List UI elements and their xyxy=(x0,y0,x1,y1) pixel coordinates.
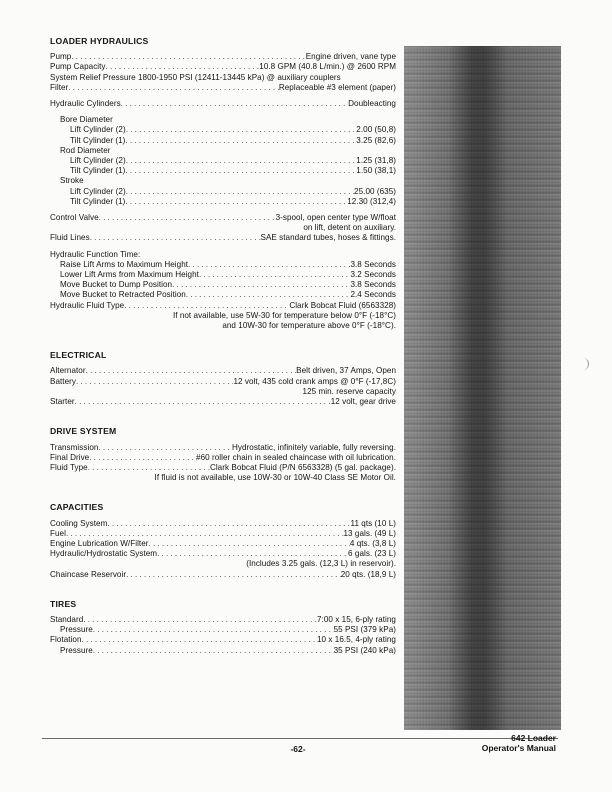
spec-row-transmission xyxy=(50,443,396,453)
spec-row-lower xyxy=(50,270,396,280)
spec-value: Doubleacting xyxy=(348,99,396,109)
spec-value: 25.00 (635) xyxy=(354,186,396,196)
spec-label: Fluid Type xyxy=(50,462,88,472)
dot-leader xyxy=(106,62,260,72)
spec-value: Engine driven, vane type xyxy=(305,52,396,62)
spec-label: Move Bucket to Retracted Position xyxy=(60,290,186,300)
footer-model: 642 Loader xyxy=(511,733,556,743)
spec-label: Engine Lubrication W/Filter xyxy=(50,538,149,548)
spec-label: Tilt Cylinder (1) xyxy=(70,135,126,145)
spec-value: Hydrostatic, infinitely variable, fully reversing. xyxy=(232,442,396,452)
spec-value: 12 volt, gear drive xyxy=(330,397,396,407)
spec-row-alternator xyxy=(50,366,396,376)
spec-value: Replaceable #3 element (paper) xyxy=(278,82,396,92)
spec-label: Tilt Cylinder (1) xyxy=(70,196,126,206)
dot-leader xyxy=(186,290,351,300)
spec-label: Pump Capacity xyxy=(50,62,106,72)
spec-value: Clark Bobcat Fluid (P/N 6563328) (5 gal. package). xyxy=(209,462,396,472)
spec-row-starter xyxy=(50,397,396,407)
spec-label: Pump xyxy=(50,52,72,62)
spec-row-hydraulic-cylinders xyxy=(50,99,396,109)
spec-label: Transmission xyxy=(50,442,99,452)
dot-leader xyxy=(107,519,350,529)
spec-value: 3.25 (82,6) xyxy=(356,135,396,145)
section-heading-drive-system: DRIVE SYSTEM xyxy=(50,426,117,437)
spec-value: 6 gals. (23 L) xyxy=(348,549,396,559)
dot-leader xyxy=(82,635,318,645)
dot-leader xyxy=(124,301,289,311)
spec-row-rod-lift xyxy=(50,156,396,166)
spec-continuation: 125 min. reserve capacity xyxy=(302,386,396,396)
dot-leader xyxy=(99,213,276,223)
dot-leader xyxy=(125,197,347,207)
margin-mark xyxy=(582,358,589,370)
spec-row-dump xyxy=(50,280,396,290)
dot-leader xyxy=(90,233,261,243)
section-heading-loader-hydraulics: LOADER HYDRAULICS xyxy=(50,36,149,46)
spec-row-flotation-tire xyxy=(50,635,396,645)
spec-label: Chaincase Reservoir xyxy=(50,569,127,579)
spec-label: Final Drive xyxy=(50,452,90,462)
spec-label: Raise Lift Arms to Maximum Height xyxy=(60,259,189,269)
spec-label: Flotation xyxy=(50,635,82,645)
spec-value: 10.8 GPM (40.8 L/min.) @ 2600 RPM xyxy=(259,62,396,72)
spec-value: 3-spool, open center type W/float xyxy=(275,213,396,223)
spec-row-final-drive xyxy=(50,453,396,463)
spec-row-raise xyxy=(50,260,396,270)
spec-value: Clark Bobcat Fluid (6563328) xyxy=(289,300,396,310)
dot-leader xyxy=(98,443,232,453)
dot-leader xyxy=(83,615,317,625)
dot-leader xyxy=(66,529,344,539)
spec-value: 1.50 (38,1) xyxy=(356,166,396,176)
specifications-content xyxy=(50,36,396,656)
spec-value: 2.00 (50,8) xyxy=(356,125,396,135)
dot-leader xyxy=(121,99,348,109)
spec-value: 7:00 x 15, 6-ply rating xyxy=(317,614,396,624)
dot-leader xyxy=(172,280,350,290)
spec-row-standard-pressure xyxy=(50,625,396,635)
spec-row-stroke-tilt xyxy=(50,197,396,207)
spec-label: Control Valve xyxy=(50,213,99,223)
dot-leader xyxy=(188,260,350,270)
section-heading-tires: TIRES xyxy=(50,598,77,609)
dot-leader xyxy=(126,156,357,166)
spec-label: Cooling System xyxy=(50,518,108,528)
spec-label: Alternator xyxy=(50,366,86,376)
spec-value: 12.30 (312,4) xyxy=(347,196,396,206)
dot-leader xyxy=(71,52,305,62)
spec-value: 12 volt, 435 cold crank amps @ 0°F (-17,8C) xyxy=(233,376,396,386)
spec-row-hydraulic-fluid xyxy=(50,301,396,311)
spec-row-control-valve xyxy=(50,213,396,223)
spec-row-hydraulic-hydrostatic xyxy=(50,549,396,559)
spec-value: 35 PSI (240 kPa) xyxy=(333,645,396,655)
spec-value: #60 roller chain in sealed chaincase with oil lubrication. xyxy=(196,452,396,462)
spec-label: Lift Cylinder (2) xyxy=(70,156,126,166)
spec-row-flotation-pressure xyxy=(50,646,396,656)
page-number: -62- xyxy=(290,744,306,754)
spec-label: Battery xyxy=(50,376,76,386)
dot-leader xyxy=(157,549,348,559)
spec-label: Pressure xyxy=(60,625,93,635)
spec-label: Lower Lift Arms from Maximum Height xyxy=(60,270,199,280)
spec-label: Hydraulic/Hydrostatic System xyxy=(50,549,158,559)
subheading-rod-diameter: Rod Diameter xyxy=(60,145,111,155)
spec-row-battery xyxy=(50,377,396,387)
spec-label: Fuel xyxy=(50,528,66,538)
footer-title xyxy=(452,733,556,753)
dot-leader xyxy=(126,125,357,135)
dot-leader xyxy=(75,397,331,407)
spec-continuation: on lift, detent on auxiliary. xyxy=(303,223,396,233)
spec-label: Lift Cylinder (2) xyxy=(70,125,126,135)
spec-value: 3.8 Seconds xyxy=(350,259,396,269)
spec-value: 3.2 Seconds xyxy=(350,270,396,280)
spec-label: Starter xyxy=(50,397,75,407)
spec-row-rod-tilt xyxy=(50,166,396,176)
spec-continuation: If fluid is not available, use 10W-30 or 10W-40 Class SE Motor Oil. xyxy=(154,473,396,483)
spec-row-chaincase-reservoir xyxy=(50,570,396,580)
spec-value: 4 qts. (3,8 L) xyxy=(349,538,396,548)
spec-row-stroke-lift xyxy=(50,187,396,197)
dot-leader xyxy=(93,625,334,635)
spec-row-standard-tire xyxy=(50,615,396,625)
spec-row-pump-capacity xyxy=(50,62,396,72)
dot-leader xyxy=(86,366,297,376)
spec-value: 1.25 (31,8) xyxy=(356,156,396,166)
spec-line-relief-pressure: System Relief Pressure 1800-1950 PSI (12411-13445 kPa) @ auxiliary couplers xyxy=(50,72,341,82)
dot-leader xyxy=(125,136,356,146)
dot-leader xyxy=(76,377,233,387)
spec-value: 2.4 Seconds xyxy=(350,290,396,300)
spec-label: Tilt Cylinder (1) xyxy=(70,166,126,176)
subheading-stroke: Stroke xyxy=(60,176,84,186)
spec-row-fluid-type xyxy=(50,463,396,473)
section-heading-electrical: ELECTRICAL xyxy=(50,350,107,361)
spec-row-cooling-system xyxy=(50,519,396,529)
spec-value: 20 qts. (18,9 L) xyxy=(340,569,396,579)
footer-manual: Operator's Manual xyxy=(481,743,556,753)
spec-value: 3.8 Seconds xyxy=(350,280,396,290)
spec-label: Lift Cylinder (2) xyxy=(70,186,126,196)
spec-continuation: (Includes 3.25 gals. (12,3 L) in reservoir). xyxy=(246,559,396,569)
spec-value: 13 gals. (49 L) xyxy=(343,528,396,538)
spec-row-filter xyxy=(50,83,396,93)
scanned-strip-shadow xyxy=(448,46,508,730)
spec-label: Pressure xyxy=(60,645,93,655)
dot-leader xyxy=(126,570,341,580)
spec-label: Fluid Lines xyxy=(50,233,90,243)
spec-continuation: and 10W-30 for temperature above 0°F (-18°C). xyxy=(222,321,396,331)
spec-label: Move Bucket to Dump Position xyxy=(60,280,173,290)
spec-row-fluid-lines xyxy=(50,233,396,243)
section-heading-capacities: CAPACITIES xyxy=(50,502,104,513)
spec-value: 10 x 16.5, 4-ply rating xyxy=(317,635,396,645)
spec-label: Hydraulic Cylinders xyxy=(50,99,121,109)
dot-leader xyxy=(199,270,351,280)
spec-row-engine-lubrication xyxy=(50,539,396,549)
dot-leader xyxy=(89,453,196,463)
spec-row-bore-tilt xyxy=(50,136,396,146)
dot-leader xyxy=(88,463,210,473)
spec-row-fuel xyxy=(50,529,396,539)
dot-leader xyxy=(126,187,354,197)
subheading-hydraulic-function-time: Hydraulic Function Time: xyxy=(50,249,141,259)
dot-leader xyxy=(68,83,279,93)
spec-value: SAE standard tubes, hoses & fittings. xyxy=(260,233,396,243)
subheading-bore-diameter: Bore Diameter xyxy=(60,115,113,125)
dot-leader xyxy=(125,166,356,176)
spec-row-retract xyxy=(50,290,396,300)
spec-label: Hydraulic Fluid Type xyxy=(50,300,125,310)
spec-label: Filter xyxy=(50,82,69,92)
spec-row-bore-lift xyxy=(50,125,396,135)
spec-value: Belt driven, 37 Amps, Open xyxy=(296,366,396,376)
spec-label: Standard xyxy=(50,614,84,624)
spec-value: 11 qts (10 L) xyxy=(350,518,396,528)
dot-leader xyxy=(93,646,334,656)
spec-value: 55 PSI (379 kPa) xyxy=(333,625,396,635)
dot-leader xyxy=(149,539,350,549)
spec-continuation: If not available, use 5W-30 for temperature below 0°F (-18°C) xyxy=(172,310,396,320)
spec-row-pump xyxy=(50,52,396,62)
